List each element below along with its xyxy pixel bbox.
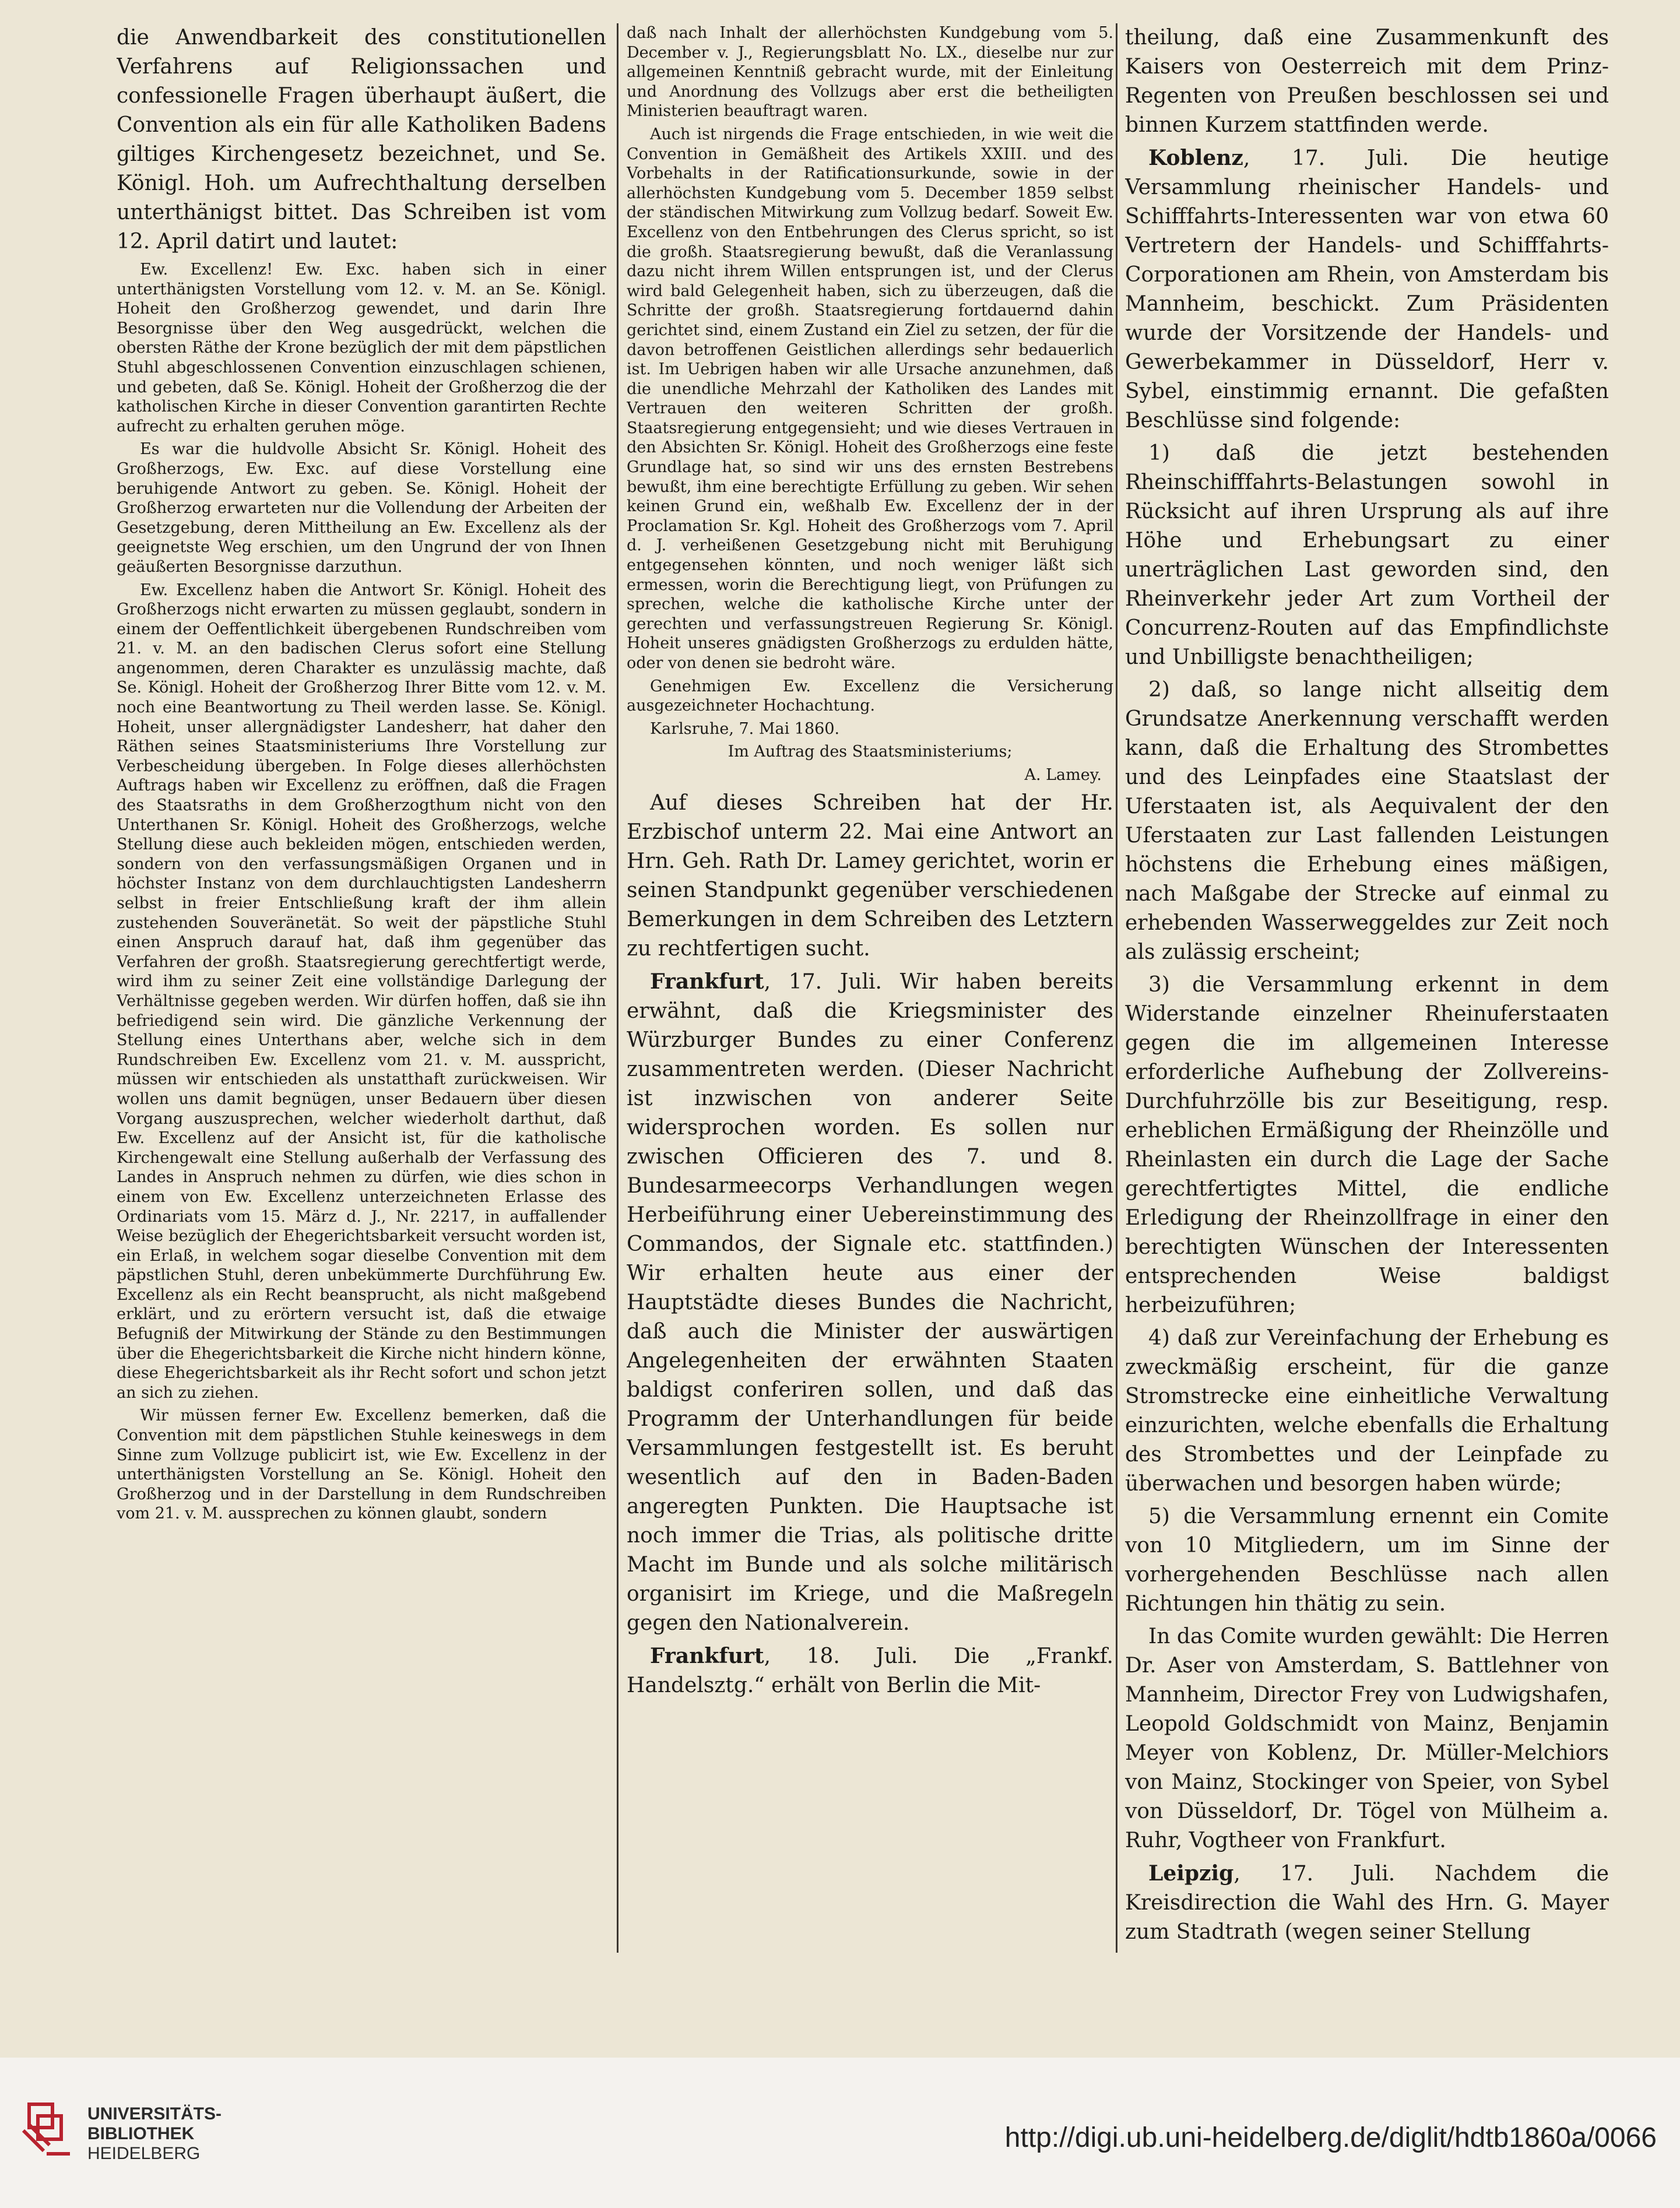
library-name-line-2: BIBLIOTHEK xyxy=(87,2124,195,2143)
letter-date: Karlsruhe, 7. Mai 1860. xyxy=(650,719,840,738)
leipzig-article xyxy=(1125,1859,1609,1947)
resolution-1: 1) daß die jetzt bestehenden Rheinschifffahrts-Belastungen sowohl in Rücksicht auf ihren Ursprung als auf ihre Höhe und Erhebungsart zu einer unerträglichen Last geworden sind, den Rheinverkehr jeder Art zum Vortheil der Concurrenz-Routen auf das Empfindlichste und Unbilligste benachtheiligen; xyxy=(1125,441,1609,669)
letter-paragraph-1: Ew. Excellenz! Ew. Exc. haben sich in einer unterthänigsten Vorstellung vom 12. v. M. an Se. Königl. Hoheit den Großherzog gewendet, und darin Ihre Besorgnisse über den Weg ausgedrückt, welchen die obersten Räthe der Krone bezüglich der mit dem päpstlichen Stuhl abgeschlossenen Convention einzuschlagen schienen, und gebeten, daß Se. Königl. Hoheit der Großherzog die der katholischen Kirche in dieser Convention garantirten Rechte aufrecht zu erhalten geruhen möge. xyxy=(117,261,606,435)
letter-signature: A. Lamey. xyxy=(1024,765,1102,784)
koblenz-text: , 17. Juli. Die heutige Versammlung rheinischer Handels- und Schifffahrts-Interessenten war von etwa 60 Vertretern der Handels- und Schifffahrts-Corporationen am Rhein, von Amsterdam bis Mannheim, beschickt. Zum Präsidenten wurde der Vorsitzende der Handels- und Gewerbekammer in Düsseldorf, Herr v. Sybel, einstimmig ernannt. Die gefaßten Beschlüsse sind folgende: xyxy=(1125,146,1609,433)
resolution-5: 5) die Versammlung ernennt ein Comite von 10 Mitgliedern, um im Sinne der vorhergehenden Beschlüsse nach allen Richtungen hin thätig zu sein. xyxy=(1125,1504,1609,1616)
archbishop-reply-paragraph: Auf dieses Schreiben hat der Hr. Erzbischof unterm 22. Mai eine Antwort an Hrn. Geh. Rath Dr. Lamey gerichtet, worin er seinen Standpunkt gegenüber verschiedenen Bemerkungen in dem Schreiben des Letztern zu rechtfertigen sucht. xyxy=(627,790,1113,961)
intro-paragraph: die Anwendbarkeit des constitutionellen Verfahrens auf Religionssachen und confessionelle Fragen überhaupt äußert, die Convention als ein für alle Katholiken Badens giltiges Kirchengesetz bezeichnet, und Se. Königl. Hoh. um Aufrechthaltung derselben unterthänigst bittet. Das Schreiben ist vom 12. April datirt und lautet: xyxy=(117,26,606,254)
letter-paragraph-4: Wir müssen ferner Ew. Excellenz bemerken, daß die Convention mit dem päpstlichen Stuhle keineswegs in dem Sinne zum Vollzuge publicirt ist, wie Ew. Excellenz in der unterthänigsten Vorstellung an Se. Königl. Hoheit den Großherzog und in der Darstellung in dem Rundschreiben vom 21. v. M. aussprechen zu können glaubt, sondern xyxy=(117,1407,606,1523)
library-name xyxy=(87,2104,222,2164)
continuation-paragraph: theilung, daß eine Zusammenkunft des Kaisers von Oesterreich mit dem Prinz-Regenten von Preußen beschlossen sei und binnen Kurzem stattfinden werde. xyxy=(1125,26,1609,137)
column-middle xyxy=(627,23,1113,1970)
letter-closing: Genehmigen Ew. Excellenz die Versicherung ausgezeichneter Hochachtung. xyxy=(627,677,1113,715)
resolution-3: 3) die Versammlung erkennt in dem Widerstande einzelner Rheinuferstaaten gegen die im allgemeinen Interesse erforderliche Aufhebung der Zollvereins-Durchfuhrzölle bis zur Beseitigung, resp. erheblichen Ermäßigung der Rheinzölle und Rheinlasten ein durch die Lage der Sache gerechtfertigtes Mittel, die endliche Erledigung der Rheinzollfrage in einer den berechtigten Wünschen der Interessenten entsprechenden Weise baldigst herbeizuführen; xyxy=(1125,973,1609,1317)
resolution-4: 4) daß zur Vereinfachung der Erhebung es zweckmäßig erscheint, für die ganze Stromstrecke eine einheitliche Verwaltung einzurichten, welche ebenfalls die Erhaltung des Strombettes und der Leinpfade zu überwachen und besorgen haben würde; xyxy=(1125,1326,1609,1496)
library-name-line-1: UNIVERSITÄTS- xyxy=(87,2104,222,2123)
dateline-leipzig: Leipzig xyxy=(1148,1861,1234,1886)
column-right xyxy=(1125,23,1609,1970)
column-divider-1 xyxy=(617,23,618,1953)
university-library-logo-icon xyxy=(17,2098,76,2163)
committee-paragraph: In das Comite wurden gewählt: Die Herren Dr. Aser von Amsterdam, S. Battlehner von Mannheim, Director Frey von Ludwigshafen, Leopold Goldschmidt von Mainz, Benjamin Meyer von Koblenz, Dr. Müller-Melchiors von Mainz, Stockinger von Speier, von Sybel von Düsseldorf, Dr. Tögel von Mülheim a. Ruhr, Vogtheer von Frankfurt. xyxy=(1125,1625,1609,1852)
frankfurt-18-text: , 18. Juli. Die „Frankf. Handelsztg.“ erhält von Berlin die Mit- xyxy=(627,1644,1113,1697)
dateline-koblenz: Koblenz xyxy=(1148,146,1243,170)
dateline-frankfurt-18: Frankfurt xyxy=(650,1643,764,1668)
frankfurt-18-article xyxy=(627,1641,1113,1700)
permalink-url[interactable]: http://digi.ub.uni-heidelberg.de/diglit/hdtb1860a/0066 xyxy=(1004,2122,1657,2153)
letter-signature-line: Im Auftrag des Staatsministeriums; xyxy=(727,743,1013,761)
dateline-frankfurt-17: Frankfurt xyxy=(650,969,764,994)
frankfurt-17-article xyxy=(627,967,1113,1638)
library-name-line-3: HEIDELBERG xyxy=(87,2144,201,2163)
leipzig-text: , 17. Juli. Nachdem die Kreisdirection die Wahl des Hrn. G. Mayer zum Stadtrath (wegen seiner Stellung xyxy=(1125,1862,1609,1944)
column-divider-2 xyxy=(1116,23,1117,1953)
frankfurt-17-text: , 17. Juli. Wir haben bereits erwähnt, daß die Kriegsminister des Würzburger Bundes zu einer Conferenz zusammentreten werden. (Dieser Nachricht ist inzwischen von anderer Seite widersprochen worden. Es sollen nur zwischen Officieren des 7. und 8. Bundesarmeecorps Verhandlungen wegen Herbeiführung einer Uebereinstimmung des Commandos, der Signale etc. stattfinden.) Wir erhalten heute aus einer der Hauptstädte dieses Bundes die Nachricht, daß auch die Minister der auswärtigen Angelegenheiten der erwähnten Staaten baldigst conferiren sollen, und daß das Programm der Unterhandlungen für beide Versammlungen festgestellt ist. Es beruht wesentlich auf den in Baden-Baden angeregten Punkten. Die Hauptsache ist noch immer die Trias, als politische dritte Macht im Bunde und als solche militärisch organisirt im Kriege, und die Maßregeln gegen den Nationalverein. xyxy=(627,969,1113,1635)
letter-paragraph-3: Ew. Excellenz haben die Antwort Sr. Königl. Hoheit des Großherzogs nicht erwarten zu müssen geglaubt, sondern in einem der Oeffentlichkeit übergebenen Rundschreiben vom 21. v. M. an den badischen Clerus sofort eine Stellung angenommen, deren Charakter es unzulässig machte, daß Se. Königl. Hoheit der Großherzog Ihrer Bitte vom 12. v. M. noch eine Beantwortung zu Theil werden lasse. Se. Königl. Hoheit, unser allergnädigster Landesherr, hat daher den Räthen seines Staatsministeriums Ihre Vorstellung zur Verbescheidung übergeben. In Folge dieses allerhöchsten Auftrags haben wir Excellenz zu eröffnen, daß die Fragen des Staatsraths in dem Großherzogthum nicht von den Unterthanen Sr. Königl. Hoheit des Großherzogs, welche Stellung diese auch bekleiden mögen, entschieden werden, sondern von den verfassungsmäßigen Organen und in höchster Instanz von dem durchlauchtigsten Landesherrn selbst in freier Entschließung kraft der ihm allein zustehenden Souveränetät. So weit der päpstliche Stuhl einen Anspruch darauf hat, daß ihm gegenüber das Verfahren der großh. Staatsregierung gerechtfertigt werde, wird ihm zu seiner Zeit eine vollständige Darlegung der Verhältnisse gegeben werden. Wir dürfen hoffen, daß sie ihn befriedigend sein wird. Die gänzliche Verkennung der Stellung eines Unterthans aber, welche sich in dem Rundschreiben Ew. Excellenz vom 21. v. M. ausspricht, müssen wir entschieden als unstatthaft zurückweisen. Wir wollen uns damit begnügen, unser Bedauern über diesen Vorgang auszusprechen, welcher wiederholt darthut, daß Ew. Excellenz auf der Ansicht ist, für die katholische Kirchengewalt eine Stellung außerhalb der Verfassung des Landes in Anspruch nehmen zu dürfen, wie dies schon in einem von Ew. Excellenz unterzeichneten Erlasse des Ordinariats vom 15. März d. J., Nr. 2217, in auffallender Weise bezüglich der Ehegerichtsbarkeit versucht worden ist, ein Erlaß, in welchem sogar dieselbe Convention mit dem päpstlichen Stuhl, deren unbekümmerte Durchführung Ew. Excellenz als ein Recht beansprucht, als nicht maßgebend erklärt, und zu erörtern versucht ist, daß die etwaige Befugniß der Mitwirkung der Stände zu den Bestimmungen über die Ehegerichtsbarkeit die Kirche nicht hindern könne, diese Ehegerichtsbarkeit als ihr Recht sofort und schon jetzt an sich zu ziehen. xyxy=(117,581,606,1402)
letter-paragraph-2: Es war die huldvolle Absicht Sr. Königl. Hoheit des Großherzogs, Ew. Exc. auf diese Vorstellung eine beruhigende Antwort zu geben. Se. Königl. Hoheit der Großherzog erwarteten nur die Vollendung der Arbeiten der Gesetzgebung, deren Mittheilung an Ew. Excellenz als der geeignetste Weg erschien, um den Ungrund der von Ihnen geäußerten Besorgnisse darzuthun. xyxy=(117,440,606,576)
library-footer xyxy=(0,2058,1680,2208)
resolution-2: 2) daß, so lange nicht allseitig dem Grundsatze Anerkennung verschafft werden kann, daß die Erhaltung des Strombettes und des Leinpfades eine Staatslast der Uferstaaten ist, als Aequivalent der den Uferstaaten zur Last fallenden Leistungen höchstens die Erhebung eines mäßigen, nach Maßgabe der Strecke auf einmal zu erhebenden Wasserweggeldes zur Zeit noch als zulässig erscheint; xyxy=(1125,678,1609,964)
letter-paragraph-6: Auch ist nirgends die Frage entschieden, in wie weit die Convention in Gemäßheit des Artikels XXIII. und des Vorbehalts in der Ratificationsurkunde, sowie in der allerhöchsten Kundgebung vom 5. December 1859 selbst der ständischen Mitwirkung zum Vollzug bedarf. Soweit Ew. Excellenz von den Entbehrungen des Clerus spricht, so ist die großh. Staatsregierung bewußt, daß die Veranlassung dazu nicht ihrem Willen entsprungen ist, und der Clerus wird bald Gelegenheit haben, sich zu überzeugen, daß die Schritte der großh. Staatsregierung fortdauernd dahin gerichtet sind, einem Zustand ein Ziel zu setzen, der für die davon betroffenen Geistlichen allerdings sehr bedauerlich ist. Im Uebrigen haben wir alle Ursache anzunehmen, daß die unendliche Mehrzahl der Katholiken des Landes mit Vertrauen den weiteren Schritten der großh. Staatsregierung entgegensieht; und wie dieses Vertrauen in den Absichten Sr. Königl. Hoheit des Großherzogs eine feste Grundlage hat, so sind wir uns des ernsten Bestrebens bewußt, ihm eine berechtigte Erfüllung zu geben. Wir sehen keinen Grund ein, weßhalb Ew. Excellenz der in der Proclamation Sr. Kgl. Hoheit des Großherzogs vom 7. April d. J. verheißenen Gesetzgebung nicht mit Beruhigung entgegensehen könnten, und noch weniger läßt sich ermessen, worin die Berechtigung liegt, von Prüfungen zu sprechen, welche die katholische Kirche unter der gerechten und verfassungstreuen Regierung Sr. Königl. Hoheit unseres gnädigsten Großherzogs zu erdulden hätte, oder von denen sie bedroht wäre. xyxy=(627,125,1113,672)
column-left xyxy=(117,23,606,1970)
koblenz-article xyxy=(1125,143,1609,435)
letter-paragraph-5: daß nach Inhalt der allerhöchsten Kundgebung vom 5. December v. J., Regierungsblatt No. LX., dieselbe nur zur allgemeinen Kenntniß gebracht wurde, mit der Einleitung und Anordnung des Vollzugs aber erst die betheiligten Ministerien beauftragt waren. xyxy=(627,24,1113,121)
